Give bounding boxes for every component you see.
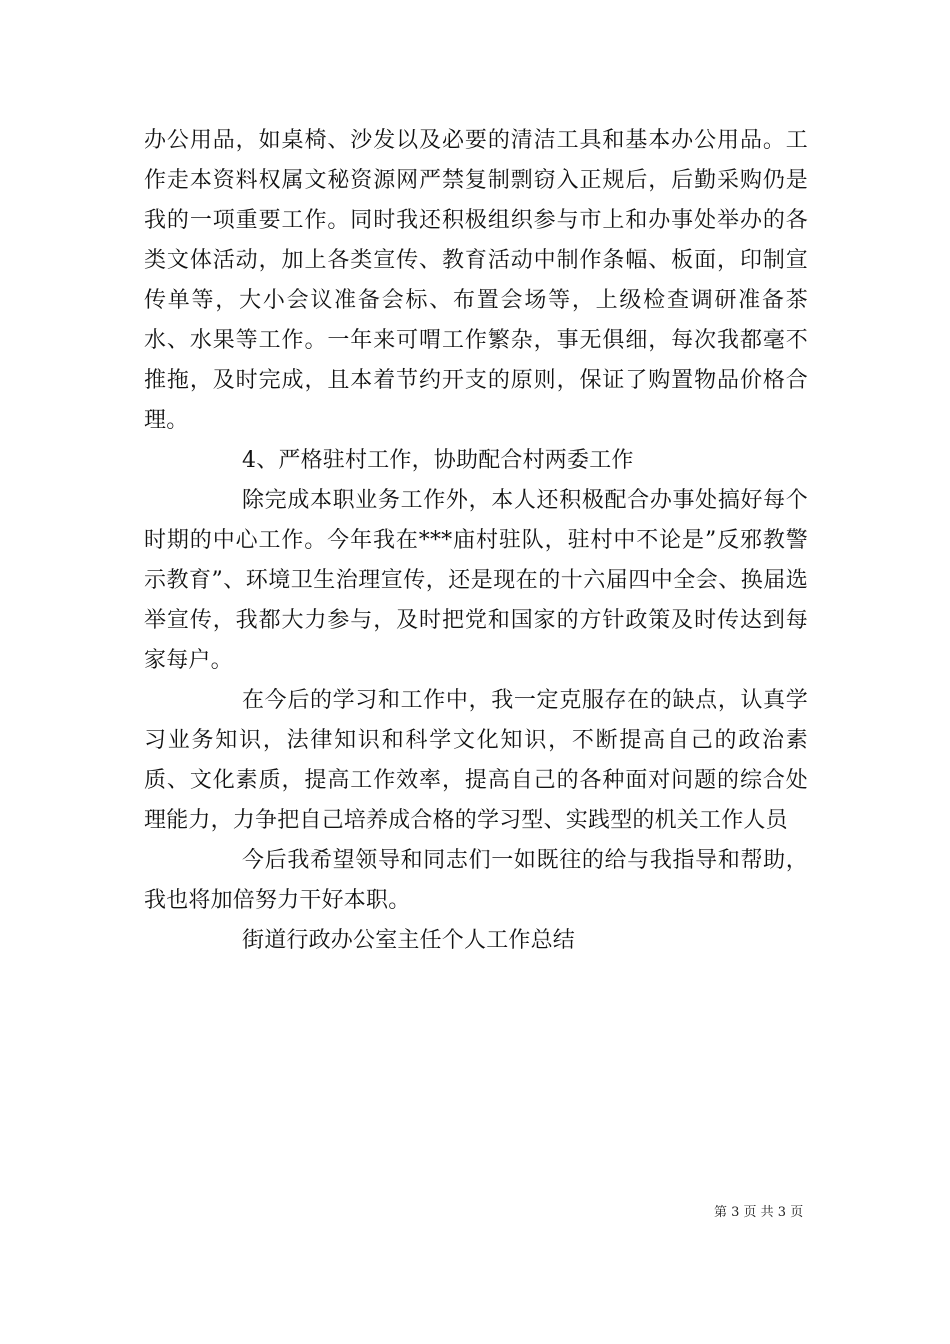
document-title-line: 街道行政办公室主任个人工作总结 xyxy=(242,928,576,953)
paragraph-future-study: 在今后的学习和工作中，我一定克服存在的缺点，认真学习业务知识，法律知识和科学文化知识，不断提高自己的政治素质、文化素质，提高工作效率，提高自己的各种面对问题的综合处理能力，力争把自己培养成合格的学习型、实践型的机关工作人员 xyxy=(144,688,808,833)
page-number-footer: 第 3 页 共 3 页 xyxy=(714,1205,804,1220)
paragraph-office-supplies: 办公用品，如桌椅、沙发以及必要的清洁工具和基本办公用品。工作走本资料权属文秘资源网严禁复制剽窃入正规后，后勤采购仍是我的一项重要工作。同时我还积极组织参与市上和办事处举办的各类文体活动，加上各类宣传、教育活动中制作条幅、板面，印制宣传单等，大小会议准备会标、布置会场等，上级检查调研准备茶水、水果等工作。一年来可喟工作繁杂，事无俱细，每次我都毫不推拖，及时完成，且本着节约开支的原则，保证了购置物品价格合理。 xyxy=(144,128,808,433)
paragraph-village-work: 除完成本职业务工作外，本人还积极配合办事处搞好每个时期的中心工作。今年我在***庙村驻队，驻村中不论是”反邪教警示教育”、环境卫生治理宣传，还是现在的十六届四中全会、换届选举宣传，我都大力参与，及时把党和国家的方针政策及时传达到每家每户。 xyxy=(144,488,808,673)
section-heading-village-work: 4、严格驻村工作，协助配合村两委工作 xyxy=(242,448,634,473)
document-body xyxy=(144,121,808,961)
paragraph-closing-wish: 今后我希望领导和同志们一如既往的给与我指导和帮助，我也将加倍努力干好本职。 xyxy=(144,848,808,913)
